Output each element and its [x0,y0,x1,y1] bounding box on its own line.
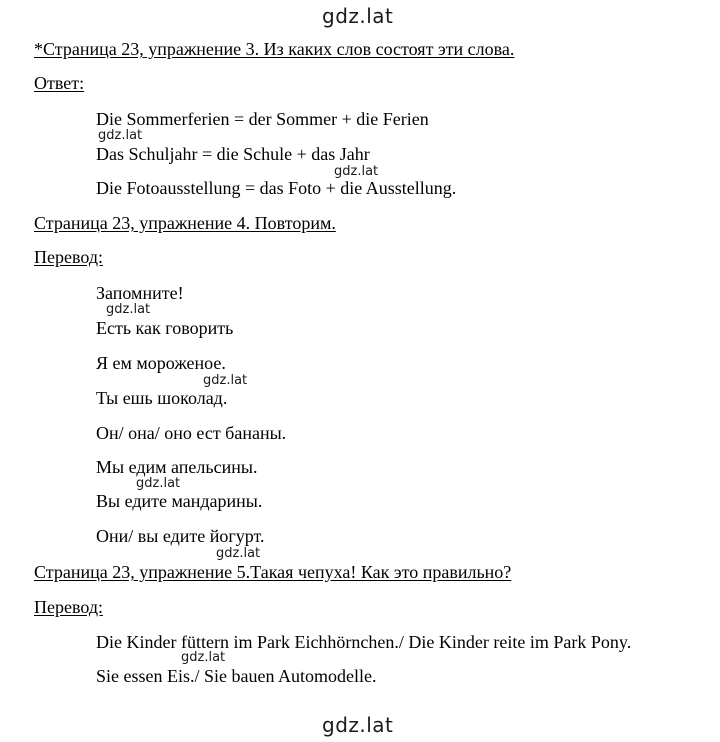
inline-watermark: gdz.lat [216,546,261,561]
exercise4-line-7: Вы едите мандарины. [96,491,263,511]
exercise4-line-1: Запомните! [96,283,184,303]
exercise5-heading: Страница 23, упражнение 5.Такая чепуха! Как это правильно? [34,562,512,582]
exercise4-line-5: Он/ она/ оно ест бананы. [96,423,287,443]
exercise4-heading: Страница 23, упражнение 4. Повторим. [34,213,336,233]
exercise4-line-8: Они/ вы едите йогурт. [96,526,265,546]
exercise4-line-2: Есть как говорить [96,318,234,338]
exercise5-line-2: Sie essen Eis./ Sie bauen Automodelle. [96,666,377,686]
inline-watermark: gdz.lat [334,164,379,179]
footer-watermark: gdz.lat [322,713,394,737]
exercise4-line-6: Мы едим апельсины. [96,457,258,477]
inline-watermark: gdz.lat [136,476,181,491]
inline-watermark: gdz.lat [98,128,143,143]
exercise5-translation-label: Перевод: [34,597,103,617]
header-watermark: gdz.lat [322,4,394,28]
exercise3-line-1: Die Sommerferien = der Sommer + die Ferien [96,109,429,129]
inline-watermark: gdz.lat [203,373,248,388]
exercise4-line-4: Ты ешь шоколад. [96,388,228,408]
exercise3-heading: *Страница 23, упражнение 3. Из каких слов состоят эти слова. [34,39,515,59]
inline-watermark: gdz.lat [106,302,151,317]
inline-watermark: gdz.lat [181,650,226,665]
exercise5-line-1: Die Kinder füttern im Park Eichhörnchen./ Die Kinder reite im Park Pony. [96,632,632,652]
exercise4-line-3: Я ем мороженое. [96,353,226,373]
exercise3-line-2: Das Schuljahr = die Schule + das Jahr [96,144,370,164]
exercise4-translation-label: Перевод: [34,247,103,267]
exercise3-answer-label: Ответ: [34,73,85,93]
exercise3-line-3: Die Fotoausstellung = das Foto + die Ausstellung. [96,178,457,198]
